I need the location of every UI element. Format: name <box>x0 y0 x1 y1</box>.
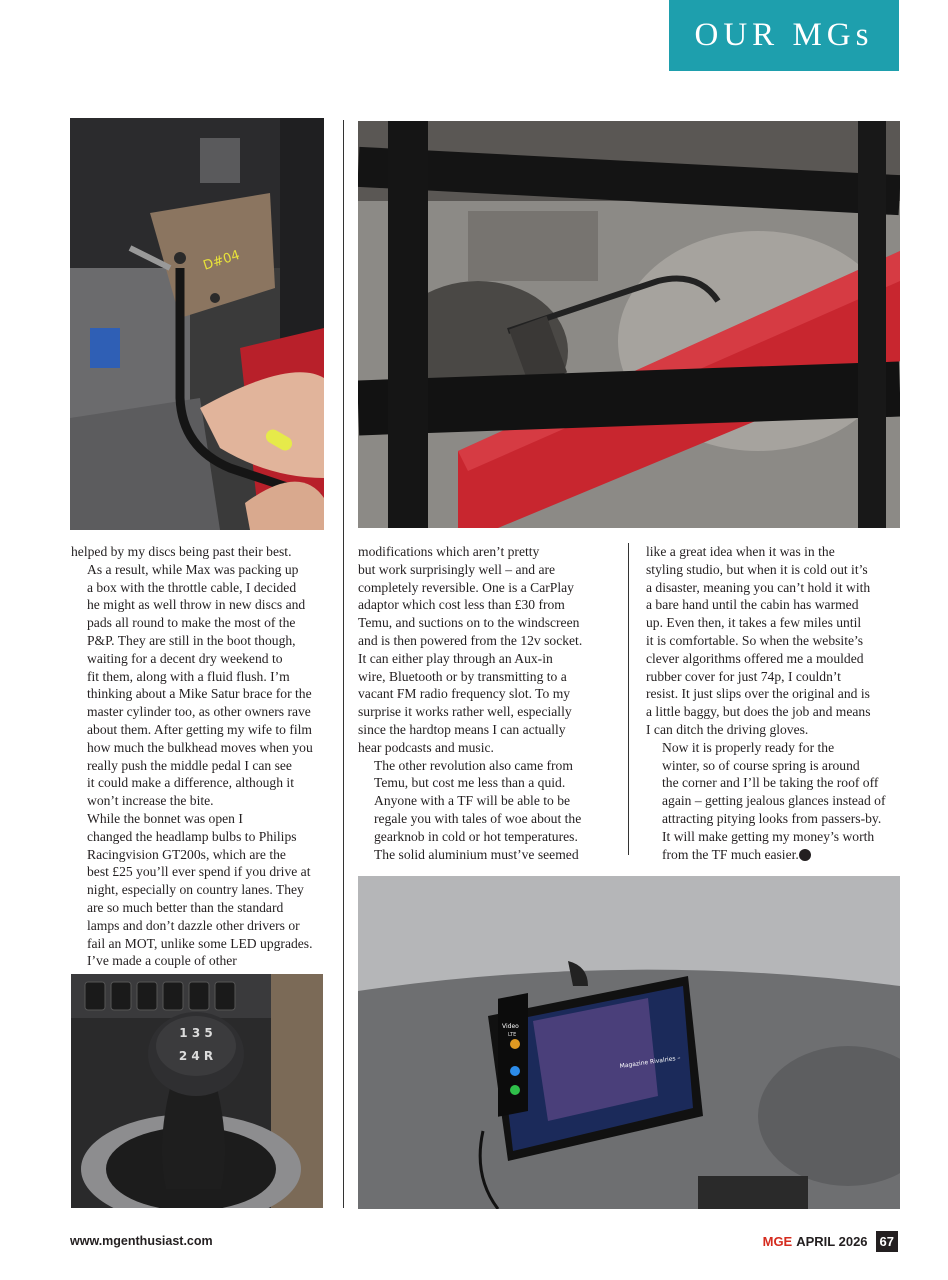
gear-pattern-bottom: 2 4 R <box>178 1049 214 1063</box>
article-column-3 <box>646 543 902 863</box>
photo-carplay <box>358 876 900 1209</box>
photo-engine-bay <box>358 121 900 528</box>
carplay-app-badge: Video <box>502 1023 519 1030</box>
paragraph: helped by my discs being past their best. <box>71 544 292 559</box>
paragraph: As a result, while Max was packing up a box with the throttle cable, I decided he might as well throw in new discs and pads all round to make the most of the P&P. They are still in the boot though, waiting for a decent dry weekend to fit them, along with a fluid flush. I’m thinking about a Mike Satur brace for the master cylinder too, as other owners rave about them. After getting my wife to film how much the bulkhead moves when you really push the middle pedal I can see it could make a difference, although it won’t increase the bite. <box>87 561 313 809</box>
paragraph: While the bonnet was open I changed the headlamp bulbs to Philips Racingvision GT200s, which are the best £25 you’ll ever spend if you drive at night, especially on country lanes. They are so much better than the standard lamps and don’t dazzle other drivers or fail an MOT, unlike some LED upgrades. <box>87 810 313 951</box>
footer-folio <box>763 1231 898 1252</box>
magazine-name: MGE <box>762 1234 793 1249</box>
section-tab <box>669 0 899 71</box>
pedal-mark-text: D#04 <box>201 247 242 274</box>
carplay-track: Magazine Rivalries – <box>619 1054 681 1070</box>
gear-pattern-top: 1 3 5 <box>179 1026 213 1040</box>
photo-pedal-box <box>70 118 324 530</box>
photo-gear-knob <box>71 974 323 1208</box>
column-rule-right <box>628 543 629 855</box>
section-title: OUR MGs <box>694 17 874 53</box>
paragraph: Now it is properly ready for the winter, so of course spring is around the corner and I’ll be taking the roof off again – getting jealous glances instead of attracting pitying looks from passers-by. It will make getting my money’s worth from the TF much easier. MG <box>662 739 886 862</box>
carplay-signal: LTE <box>508 1032 517 1038</box>
paragraph: The other revolution also came from Temu, but cost me less than a quid. Anyone with a TF will be able to be regale you with tales of woe about the gearknob in cold or hot temperatures. The solid aluminium must’ve seemed <box>374 757 582 862</box>
article-column-1 <box>71 543 325 970</box>
footer-url[interactable]: www.mgenthusiast.com <box>70 1234 213 1248</box>
article-column-2 <box>358 543 620 863</box>
paragraph: like a great idea when it was in the styling studio, but when it is cold out it’s a disaster, meaning you can’t hold it with a bare hand until the cabin has warmed up. Even then, it takes a few miles until it is comfortable. So when the website’s clever algorithms offered me a moulded rubber cover for just 74p, I couldn’t resist. It just slips over the original and is a little baggy, but does the job and means I can ditch the driving gloves. <box>646 544 871 737</box>
page-number: 67 <box>876 1231 898 1252</box>
paragraph: I’ve made a couple of other <box>87 953 237 969</box>
issue-date: APRIL 2026 <box>796 1234 868 1249</box>
column-rule-left <box>343 120 344 1208</box>
end-mark-icon: MG <box>799 849 811 861</box>
paragraph: modifications which aren’t pretty but work surprisingly well – and are completely reversible. One is a CarPlay adaptor which cost less than £30 from Temu, and suctions on to the windscreen and is then powered from the 12v socket. It can either play through an Aux-in wire, Bluetooth or by transmitting to a vacant FM radio frequency slot. To my surprise it works rather well, especially since the hardtop means I can actually hear podcasts and music. <box>358 544 583 755</box>
